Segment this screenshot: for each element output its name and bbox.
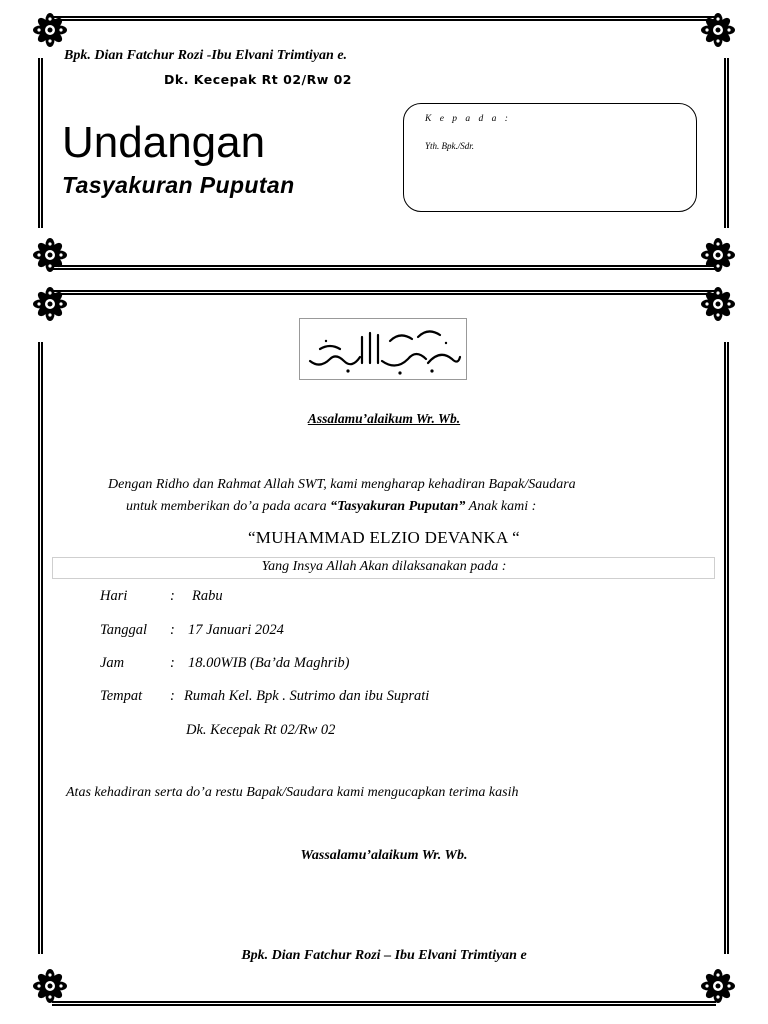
child-name: “MUHAMMAD ELZIO DEVANKA “ <box>247 528 521 547</box>
detail-value-day: Rabu <box>192 588 223 604</box>
recipient-label: K e p a d a : <box>425 114 511 124</box>
host-address: Dk. Kecepak Rt 02/Rw 02 <box>164 72 353 87</box>
flower-ornament-icon <box>30 284 70 324</box>
detail-label-time: Jam <box>100 655 125 671</box>
flower-ornament-icon <box>698 284 738 324</box>
thanks-text: Atas kehadiran serta do’a restu Bapak/Saudara kami mengucapkan terima kasih <box>66 785 519 800</box>
flower-ornament-icon <box>698 10 738 50</box>
flower-ornament-icon <box>698 966 738 1006</box>
event-subtitle: Tasyakuran Puputan <box>62 172 295 198</box>
schedule-intro: Yang Insya Allah Akan dilaksanakan pada : <box>261 559 507 574</box>
event-name: “Tasyakuran Puputan” <box>330 499 466 514</box>
detail-sep-day: : <box>170 588 175 604</box>
body-line-2-prefix: untuk memberikan do’a pada acara <box>126 499 331 514</box>
flower-ornament-icon <box>698 235 738 275</box>
detail-value-date: 17 Januari 2024 <box>188 622 284 638</box>
closing-greeting: Wassalamu’alaikum Wr. Wb. <box>300 848 468 863</box>
top-card-border-left <box>38 58 43 228</box>
detail-value-place-line-2: Dk. Kecepak Rt 02/Rw 02 <box>186 722 336 738</box>
top-card-border-top <box>52 16 716 21</box>
detail-sep-time: : <box>170 655 175 671</box>
detail-label-day: Hari <box>100 588 128 604</box>
body-line-2-suffix: Anak kami : <box>465 499 537 514</box>
flower-ornament-icon <box>30 966 70 1006</box>
top-card-border-right <box>724 58 729 228</box>
detail-label-date: Tanggal <box>100 622 148 638</box>
main-card-border-top <box>52 290 716 295</box>
recipient-salutation: Yth. Bpk./Sdr. <box>425 141 475 151</box>
detail-value-place: Rumah Kel. Bpk . Sutrimo dan ibu Suprati <box>184 688 430 704</box>
detail-value-time: 18.00WIB (Ba’da Maghrib) <box>188 655 350 671</box>
flower-ornament-icon <box>30 235 70 275</box>
top-card-border-bottom <box>52 265 716 270</box>
opening-greeting: Assalamu’alaikum Wr. Wb. <box>307 411 461 426</box>
body-line-2 <box>126 499 536 515</box>
host-names: Bpk. Dian Fatchur Rozi -Ibu Elvani Trimtiyan e. <box>64 48 348 63</box>
detail-sep-date: : <box>170 622 175 638</box>
flower-ornament-icon <box>30 10 70 50</box>
detail-label-place: Tempat <box>100 688 143 704</box>
body-line-1: Dengan Ridho dan Rahmat Allah SWT, kami mengharap kehadiran Bapak/Saudara <box>108 477 576 492</box>
page-title: Undangan <box>62 118 266 167</box>
main-card-border-bottom <box>52 1001 716 1006</box>
detail-sep-place: : <box>170 688 175 704</box>
signature: Bpk. Dian Fatchur Rozi – Ibu Elvani Trimtiyan e <box>241 948 527 963</box>
bismillah-calligraphy-image <box>299 318 467 380</box>
